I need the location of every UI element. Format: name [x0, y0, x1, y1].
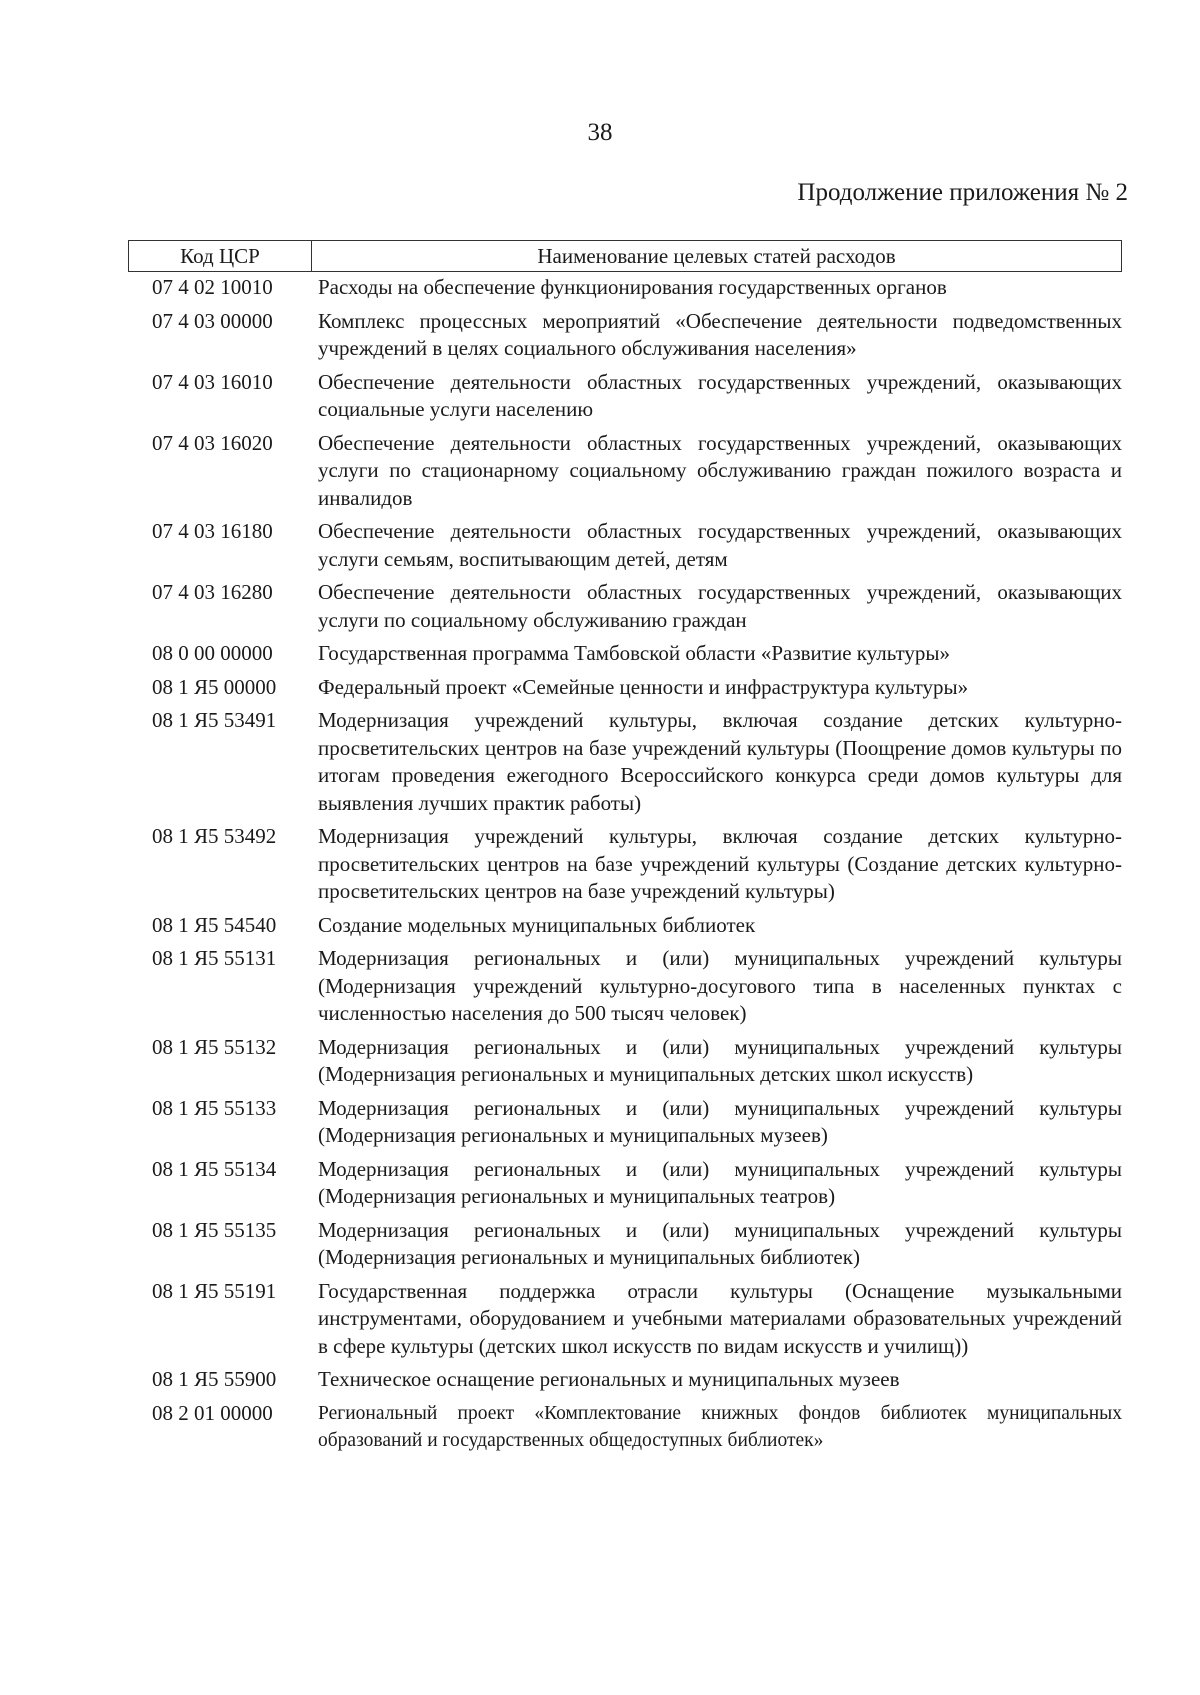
row-code: 08 1 Я5 55133: [152, 1095, 277, 1120]
row-code: 08 1 Я5 54540: [152, 912, 277, 937]
row-code: 08 1 Я5 55191: [152, 1278, 277, 1303]
table-row: [128, 579, 1122, 634]
row-code: 07 4 03 16020: [152, 430, 273, 455]
table-row: [128, 945, 1122, 1028]
row-name: Обеспечение деятельности областных государственных учреждений, оказывающих услуги по социальному обслуживанию граждан: [318, 580, 1122, 632]
row-name: Техническое оснащение региональных и муниципальных музеев: [318, 1367, 900, 1391]
row-code: 08 1 Я5 55134: [152, 1156, 277, 1181]
row-code: 08 0 00 00000: [152, 641, 273, 665]
row-code: 08 1 Я5 55900: [152, 1367, 277, 1391]
table-row: [128, 1366, 1122, 1394]
table-row: [128, 640, 1122, 668]
table-row: [128, 1156, 1122, 1211]
table-row: [128, 430, 1122, 513]
table-row: [128, 707, 1122, 817]
header-name: Наименование целевых статей расходов: [537, 244, 896, 268]
row-name: Модернизация региональных и (или) муниципальных учреждений культуры (Модернизация региональных и муниципальных театров): [318, 1156, 1122, 1208]
budget-items-table: [128, 240, 1122, 1461]
row-code: 08 1 Я5 55131: [152, 946, 277, 970]
table-row: [128, 518, 1122, 573]
table-row: [128, 674, 1122, 702]
row-code: 07 4 03 16280: [152, 580, 273, 604]
header-code: Код ЦСР: [129, 241, 312, 271]
row-name: Государственная поддержка отрасли культуры (Оснащение музыкальными инструментами, оборудованием и учебными материалами образовательных учреждений в сфере культуры (детских школ искусств по видам искусств и училищ)): [318, 1278, 1122, 1358]
row-name: Модернизация учреждений культуры, включая создание детских культурно-просветительских центров на базе учреждений культуры (Поощрение домов культуры по итогам проведения ежегодного Всероссийского конкурса среди домов культуры для выявления лучших практик работы): [318, 708, 1122, 815]
row-name: Модернизация учреждений культуры, включая создание детских культурно-просветительских центров на базе учреждений культуры (Создание детских культурно-просветительских центров на базе учреждений культуры): [318, 824, 1122, 903]
row-name: Комплекс процессных мероприятий «Обеспечение деятельности подведомственных учреждений в целях социального обслуживания населения»: [318, 308, 1122, 360]
table-row: [128, 823, 1122, 906]
row-name: Расходы на обеспечение функционирования государственных органов: [318, 275, 947, 299]
row-code: 08 1 Я5 53491: [152, 708, 277, 732]
row-code: 08 1 Я5 00000: [152, 674, 277, 699]
table-row: [128, 274, 1122, 302]
table-row: [128, 1400, 1122, 1455]
table-row: [128, 1278, 1122, 1361]
table-row: [128, 1034, 1122, 1089]
table-row: [128, 1095, 1122, 1150]
row-name: Обеспечение деятельности областных государственных учреждений, оказывающих услуги семьям, воспитывающим детей, детям: [318, 519, 1122, 571]
row-code: 08 2 01 00000: [152, 1400, 273, 1425]
row-name: Модернизация региональных и (или) муниципальных учреждений культуры (Модернизация региональных и муниципальных библиотек): [318, 1217, 1122, 1269]
table-header: [128, 240, 1122, 272]
table-row: [128, 1217, 1122, 1272]
table-body: [128, 274, 1122, 1455]
table-row: [128, 369, 1122, 424]
row-name: Региональный проект «Комплектование книжных фондов библиотек муниципальных образований и государственных общедоступных библиотек»: [318, 1402, 1122, 1451]
row-name: Модернизация региональных и (или) муниципальных учреждений культуры (Модернизация учреждений культурно-досугового типа в населенных пунктах с численностью населения до 500 тысяч человек): [318, 946, 1122, 1025]
row-code: 07 4 03 16010: [152, 369, 273, 394]
row-name: Обеспечение деятельности областных государственных учреждений, оказывающих социальные услуги населению: [318, 369, 1122, 421]
row-code: 07 4 02 10010: [152, 275, 273, 299]
row-name: Модернизация региональных и (или) муниципальных учреждений культуры (Модернизация региональных и муниципальных детских школ искусств): [318, 1034, 1122, 1086]
row-name: Федеральный проект «Семейные ценности и инфраструктура культуры»: [318, 674, 969, 699]
page-number: 38: [587, 119, 613, 146]
row-name: Обеспечение деятельности областных государственных учреждений, оказывающих услуги по стационарному социальному обслуживанию граждан пожилого возраста и инвалидов: [318, 430, 1122, 510]
row-code: 08 1 Я5 53492: [152, 824, 277, 848]
row-name: Создание модельных муниципальных библиотек: [318, 912, 756, 937]
row-code: 07 4 03 16180: [152, 519, 273, 543]
table-row: [128, 308, 1122, 363]
row-code: 07 4 03 00000: [152, 308, 273, 333]
row-name: Государственная программа Тамбовской области «Развитие культуры»: [318, 641, 951, 665]
appendix-note: Продолжение приложения № 2: [797, 179, 1128, 206]
row-code: 08 1 Я5 55132: [152, 1034, 277, 1059]
table-row: [128, 912, 1122, 940]
row-code: 08 1 Я5 55135: [152, 1217, 277, 1242]
row-name: Модернизация региональных и (или) муниципальных учреждений культуры (Модернизация региональных и муниципальных музеев): [318, 1095, 1122, 1147]
